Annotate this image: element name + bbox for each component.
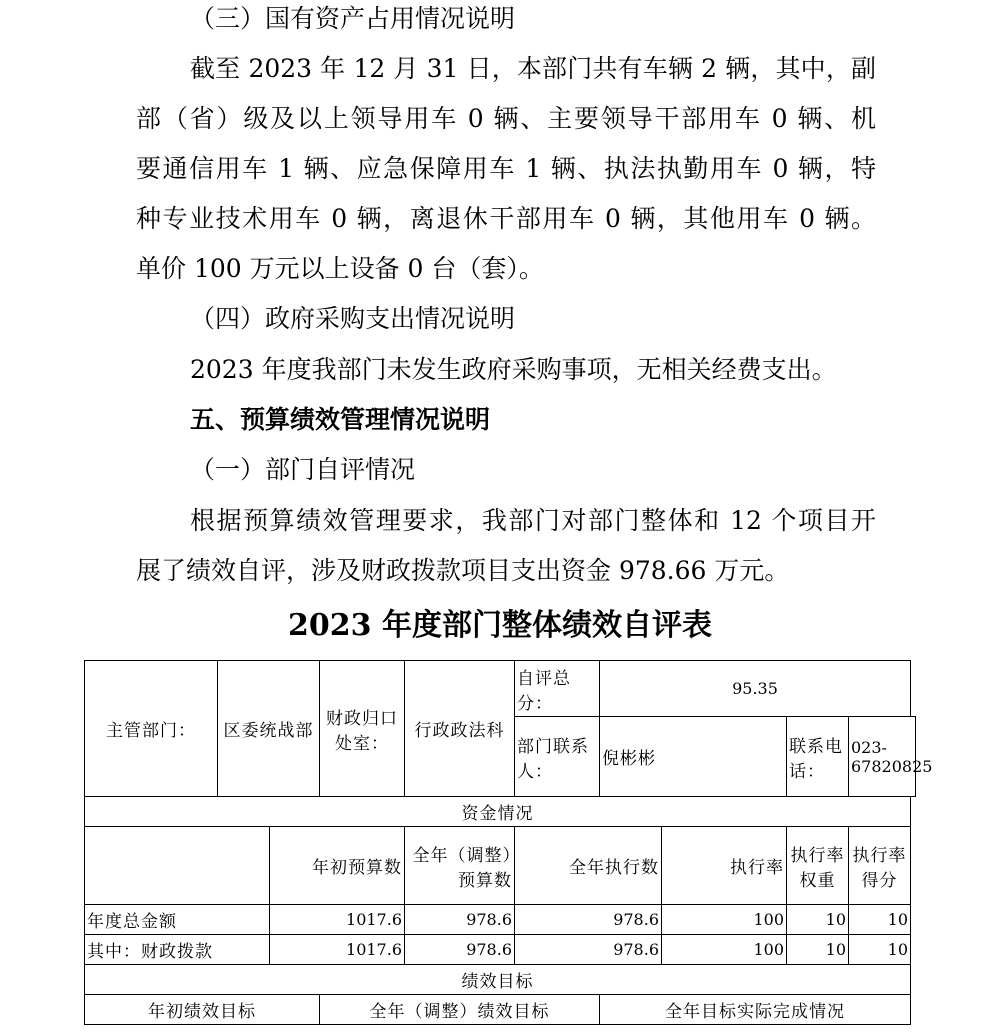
goals-header-row bbox=[85, 995, 916, 1025]
cell-adjusted: 978.6 bbox=[405, 905, 515, 935]
header-row-1 bbox=[85, 661, 916, 717]
col-executed: 全年执行数 bbox=[515, 827, 662, 905]
funds-section-label: 资金情况 bbox=[85, 797, 911, 827]
dept-label: 主管部门： bbox=[85, 661, 218, 797]
col-adjusted-budget: 全年（调整）预算数 bbox=[405, 827, 515, 905]
section-3-heading: （三）国有资产占用情况说明 bbox=[190, 4, 516, 33]
table-title: 2023 年度部门整体绩效自评表 bbox=[288, 608, 712, 643]
cell-executed: 978.6 bbox=[515, 905, 662, 935]
col-weight: 执行率权重 bbox=[787, 827, 849, 905]
finance-office-label: 财政归口处室： bbox=[320, 661, 405, 797]
cell-initial: 1017.6 bbox=[270, 905, 405, 935]
cell-rate: 100 bbox=[662, 935, 787, 965]
dept-value: 区委统战部 bbox=[218, 661, 320, 797]
phone-value: 023-67820825 bbox=[849, 717, 916, 797]
row-label: 其中：财政拨款 bbox=[85, 935, 270, 965]
section-5-heading: 五、预算绩效管理情况说明 bbox=[190, 405, 491, 434]
col-score: 执行率得分 bbox=[849, 827, 911, 905]
paragraph-line: 根据预算绩效管理要求，我部门对部门整体和 12 个项目开 bbox=[190, 506, 876, 535]
cell-initial: 1017.6 bbox=[270, 935, 405, 965]
table-row bbox=[85, 935, 916, 965]
paragraph-line: 截至 2023 年 12 月 31 日，本部门共有车辆 2 辆，其中，副 bbox=[190, 54, 876, 83]
paragraph-line: 部（省）级及以上领导用车 0 辆、主要领导干部用车 0 辆、机 bbox=[136, 104, 876, 133]
cell-rate: 100 bbox=[662, 905, 787, 935]
goals-section-label: 绩效目标 bbox=[85, 965, 911, 995]
funds-section-row bbox=[85, 797, 916, 827]
paragraph-line: 单价 100 万元以上设备 0 台（套）。 bbox=[136, 254, 544, 283]
self-score-value: 95.35 bbox=[600, 661, 911, 717]
col-exec-rate: 执行率 bbox=[662, 827, 787, 905]
cell-weight: 10 bbox=[787, 905, 849, 935]
empty-header-cell bbox=[85, 827, 270, 905]
phone-label: 联系电话： bbox=[787, 717, 849, 797]
cell-weight: 10 bbox=[787, 935, 849, 965]
paragraph-line: 2023 年度我部门未发生政府采购事项，无相关经费支出。 bbox=[190, 355, 837, 384]
self-score-label: 自评总分： bbox=[515, 661, 600, 717]
goal-actual-header: 全年目标实际完成情况 bbox=[600, 995, 911, 1025]
finance-office-value: 行政政法科 bbox=[405, 661, 515, 797]
paragraph-line: 展了绩效自评，涉及财政拨款项目支出资金 978.66 万元。 bbox=[136, 556, 790, 585]
paragraph-line: 要通信用车 1 辆、应急保障用车 1 辆、执法执勤用车 0 辆，特 bbox=[136, 154, 876, 183]
contact-person-value: 倪彬彬 bbox=[600, 717, 787, 797]
goal-adjusted-header: 全年（调整）绩效目标 bbox=[320, 995, 600, 1025]
section-4-heading: （四）政府采购支出情况说明 bbox=[190, 304, 516, 333]
col-initial-budget: 年初预算数 bbox=[270, 827, 405, 905]
cell-score: 10 bbox=[849, 935, 911, 965]
evaluation-table bbox=[84, 660, 933, 1025]
goal-initial-header: 年初绩效目标 bbox=[85, 995, 320, 1025]
contact-person-label: 部门联系人： bbox=[515, 717, 600, 797]
paragraph-line: 种专业技术用车 0 辆，离退休干部用车 0 辆，其他用车 0 辆。 bbox=[136, 204, 876, 233]
cell-adjusted: 978.6 bbox=[405, 935, 515, 965]
row-label: 年度总金额 bbox=[85, 905, 270, 935]
section-5-1-heading: （一）部门自评情况 bbox=[190, 455, 416, 484]
goals-section-row bbox=[85, 965, 916, 995]
table-row bbox=[85, 905, 916, 935]
funds-header-row bbox=[85, 827, 916, 905]
cell-score: 10 bbox=[849, 905, 911, 935]
cell-executed: 978.6 bbox=[515, 935, 662, 965]
